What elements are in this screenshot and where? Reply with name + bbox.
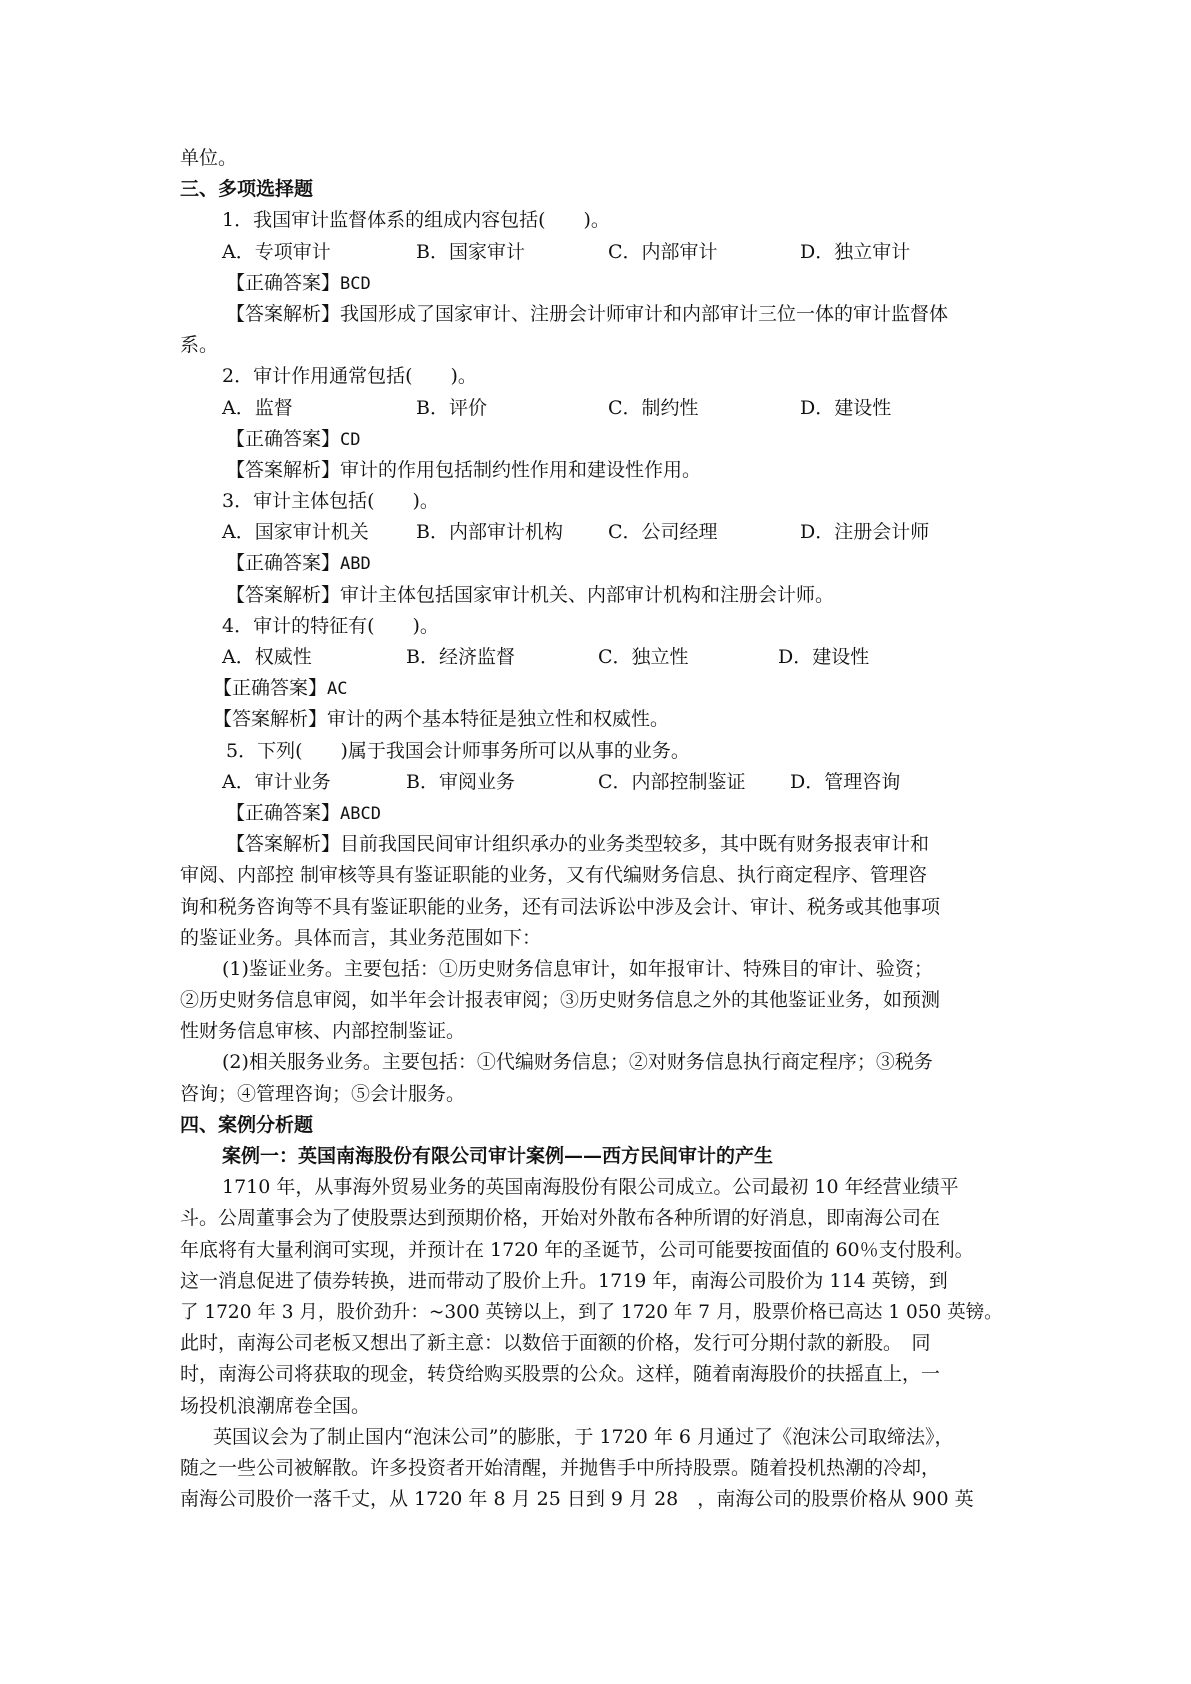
text-line: 询和税务咨询等不具有鉴证职能的业务，还有司法诉讼中涉及会计、审计、税务或其他事项 [180, 895, 941, 918]
option-b: B．审阅业务 [406, 770, 515, 793]
answer-value: BCD [340, 273, 371, 294]
text-line: 斗。公周董事会为了使股票达到预期价格，开始对外散布各种所谓的好消息，即南海公司在 [180, 1207, 941, 1230]
answer-explanation: 【答案解析】目前我国民间审计组织承办的业务类型较多，其中既有财务报表审计和 [226, 833, 930, 856]
option-c: C．制约性 [608, 396, 699, 419]
option-a: A．权威性 [222, 646, 312, 668]
text-line: 时，南海公司将获取的现金，转贷给购买股票的公众。这样，随着南海股价的扶摇直上，一 [180, 1363, 941, 1386]
text-line: 这一消息促进了债券转换，进而带动了股价上升。1719 年，南海公司股价为 114 英镑，到 [180, 1269, 948, 1292]
text-line: 1710 年，从事海外贸易业务的英国南海股份有限公司成立。公司最初 10 年经营业绩平 [222, 1176, 959, 1199]
option-a: A．专项审计 [222, 240, 331, 263]
question-text: 3．审计主体包括( )。 [222, 490, 439, 513]
text-line: 的鉴证业务。具体而言，其业务范围如下： [180, 926, 542, 949]
option-d: D．建设性 [778, 646, 870, 668]
option-c: C．内部审计 [608, 240, 718, 263]
text-line: 英国议会为了制止国内“泡沫公司”的膨胀，于 1720 年 6 月通过了《泡沫公司取缔法》， [213, 1425, 954, 1448]
text-line: 随之一些公司被解散。许多投资者开始清醒，并抛售手中所持股票。随着投机热潮的冷却， [180, 1456, 941, 1479]
question-options [180, 517, 1012, 548]
text-line: (1)鉴证业务。主要包括：①历史财务信息审计，如年报审计、特殊目的审计、验资； [222, 957, 933, 980]
text-line: 了 1720 年 3 月，股价劲升：~300 英镑以上，到了 1720 年 7 月，股票价格已高达 1 050 英镑。 [180, 1301, 1003, 1323]
option-c: C．内部控制鉴证 [598, 770, 746, 793]
text-line: (2)相关服务业务。主要包括：①代编财务信息；②对财务信息执行商定程序；③税务 [222, 1051, 933, 1074]
text-line: 咨询；④管理咨询；⑤会计服务。 [180, 1082, 466, 1105]
section-heading: 四、案例分析题 [180, 1113, 314, 1136]
option-d: D．独立审计 [800, 240, 911, 263]
question-text: 5．下列( )属于我国会计师事务所可以从事的业务。 [226, 739, 690, 762]
text-line: 场投机浪潮席卷全国。 [180, 1394, 371, 1417]
question-options [180, 767, 1012, 798]
option-d: D．管理咨询 [790, 770, 901, 793]
answer-value: AC [327, 679, 348, 700]
option-c: C．独立性 [598, 646, 689, 668]
answer-value: ABD [340, 554, 371, 575]
option-d: D．建设性 [800, 396, 892, 419]
text-line: 系。 [180, 334, 219, 357]
question-options [180, 237, 1012, 268]
text-line: 单位。 [180, 147, 238, 169]
question-text: 4．审计的特征有( )。 [222, 614, 439, 637]
answer-label: 【正确答案】 [226, 801, 341, 824]
option-a: A．国家审计机关 [222, 521, 369, 544]
option-a: A．监督 [222, 396, 293, 419]
correct-answer [180, 548, 1012, 579]
answer-value: ABCD [340, 803, 381, 824]
answer-value: CD [340, 429, 361, 450]
case-title: 案例一：英国南海股份有限公司审计案例——西方民间审计的产生 [222, 1145, 774, 1167]
correct-answer [180, 424, 1012, 455]
answer-explanation: 【答案解析】我国形成了国家审计、注册会计师审计和内部审计三位一体的审计监督体 [226, 302, 949, 325]
correct-answer [180, 798, 1012, 829]
option-a: A．审计业务 [222, 770, 331, 793]
answer-label: 【正确答案】 [226, 427, 341, 450]
answer-explanation: 【答案解析】审计的两个基本特征是独立性和权威性。 [213, 708, 670, 731]
text-line: 审阅、内部控 制审核等具有鉴证职能的业务，又有代编财务信息、执行商定程序、管理咨 [180, 864, 928, 887]
option-b: B．内部审计机构 [416, 521, 563, 544]
document-page [180, 143, 1012, 1515]
answer-label: 【正确答案】 [226, 552, 341, 575]
answer-explanation: 【答案解析】审计主体包括国家审计机关、内部审计机构和注册会计师。 [226, 583, 835, 606]
answer-label: 【正确答案】 [226, 271, 341, 294]
text-line: 年底将有大量利润可实现，并预计在 1720 年的圣诞节，公司可能要按面值的 60％支付股利。 [180, 1238, 974, 1261]
option-c: C．公司经理 [608, 521, 718, 544]
question-text: 2．审计作用通常包括( )。 [222, 365, 477, 388]
option-b: B．国家审计 [416, 240, 525, 263]
text-line: 性财务信息审核、内部控制鉴证。 [180, 1020, 466, 1043]
option-b: B．经济监督 [406, 646, 515, 668]
question-options [180, 642, 1012, 673]
section-heading: 三、多项选择题 [180, 178, 314, 201]
text-line: 南海公司股价一落千丈，从 1720 年 8 月 25 日到 9 月 28 ，南海公司的股票价格从 900 英 [180, 1488, 974, 1511]
answer-label: 【正确答案】 [213, 677, 328, 700]
text-line: 此时，南海公司老板又想出了新主意：以数倍于面额的价格，发行可分期付款的新股。 同 [180, 1332, 931, 1355]
option-b: B．评价 [416, 396, 487, 419]
answer-explanation: 【答案解析】审计的作用包括制约性作用和建设性作用。 [226, 458, 702, 481]
text-line: ②历史财务信息审阅，如半年会计报表审阅；③历史财务信息之外的其他鉴证业务，如预测 [180, 989, 941, 1012]
question-text: 1．我国审计监督体系的组成内容包括( )。 [222, 209, 610, 232]
correct-answer [180, 268, 1012, 299]
correct-answer [180, 673, 1012, 704]
option-d: D．注册会计师 [800, 521, 930, 544]
question-options [180, 393, 1012, 424]
